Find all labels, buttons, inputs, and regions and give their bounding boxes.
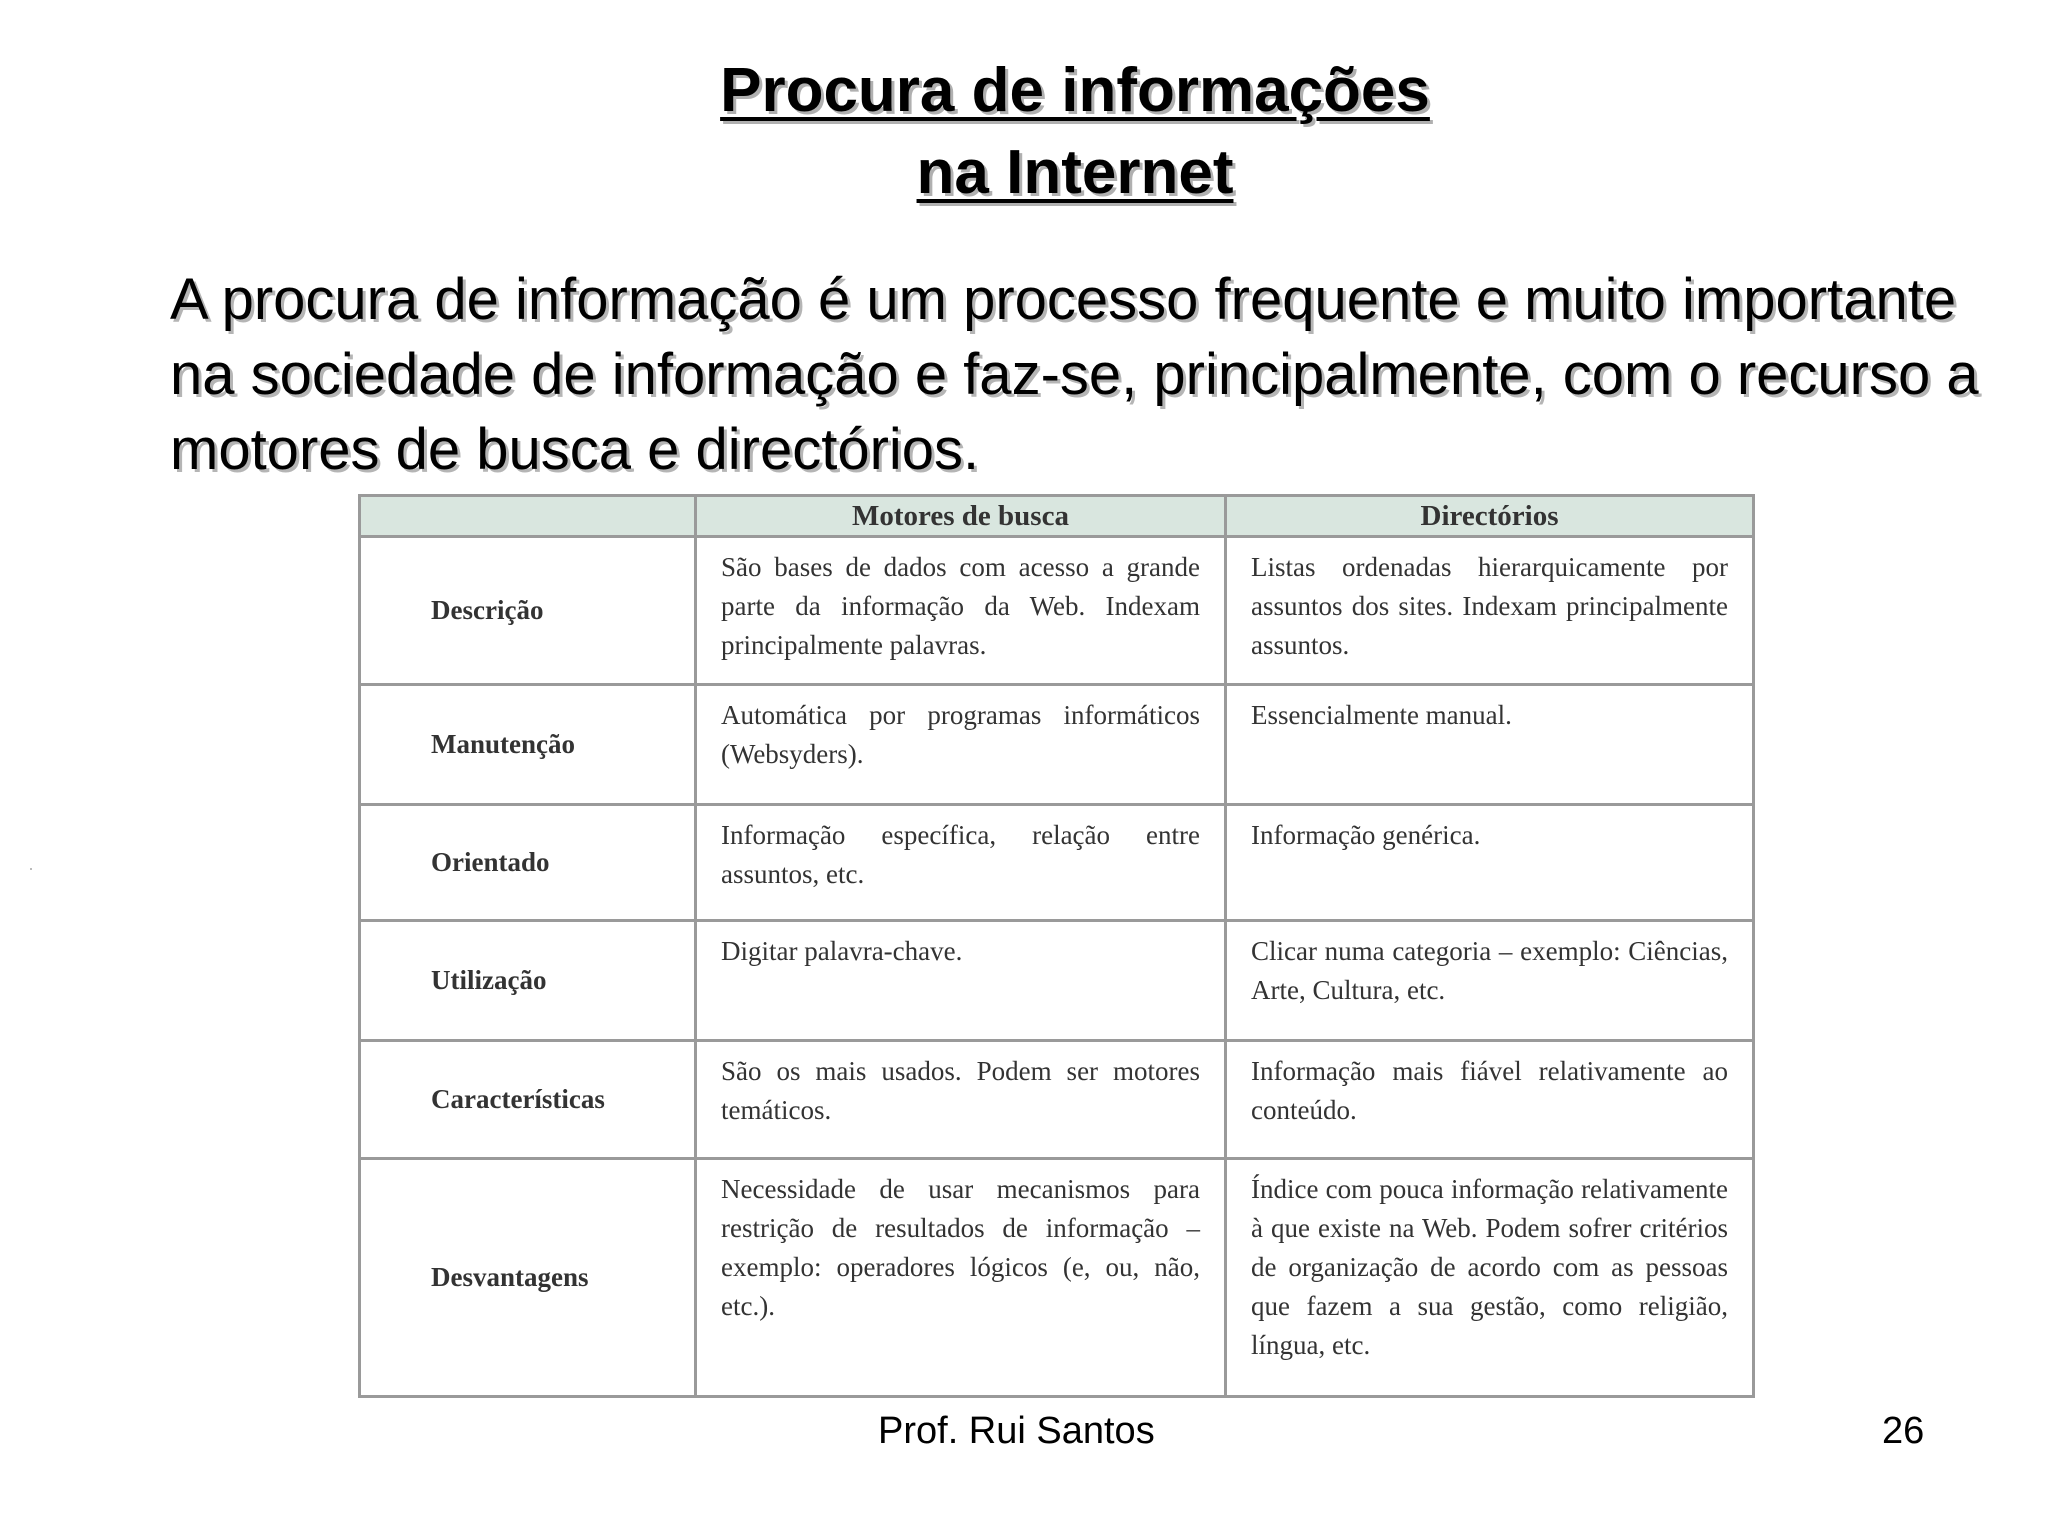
- header-motores-de-busca: Motores de busca: [696, 496, 1226, 537]
- row-label-desvantagens: Desvantagens: [360, 1159, 696, 1397]
- slide-title: [600, 50, 1550, 214]
- cell-directorios-descricao: Listas ordenadas hierarquicamente por assuntos dos sites. Indexam principalmente assuntos.: [1226, 537, 1754, 685]
- cell-directorios-orientado: Informação genérica.: [1226, 805, 1754, 921]
- cell-directorios-utilizacao: Clicar numa categoria – exemplo: Ciências, Arte, Cultura, etc.: [1226, 921, 1754, 1041]
- cell-motores-orientado: Informação específica, relação entre assuntos, etc.: [696, 805, 1226, 921]
- header-empty: [360, 496, 696, 537]
- slide-title-line-1: Procura de informações: [720, 56, 1430, 125]
- table-row: [360, 805, 1754, 921]
- table-row: [360, 1041, 1754, 1159]
- intro-paragraph: A procura de informação é um processo frequente e muito importante na sociedade de informação e faz-se, principalmente, com o recurso a motores de busca e directórios.: [170, 267, 1979, 482]
- cell-motores-manutencao: Automática por programas informáticos (Websyders).: [696, 685, 1226, 805]
- row-label-utilizacao: Utilização: [360, 921, 696, 1041]
- row-label-descricao: Descrição: [360, 537, 696, 685]
- cell-motores-caracteristicas: São os mais usados. Podem ser motores temáticos.: [696, 1041, 1226, 1159]
- table-row: [360, 685, 1754, 805]
- row-label-orientado: Orientado: [360, 805, 696, 921]
- header-directorios: Directórios: [1226, 496, 1754, 537]
- page-number: 26: [1882, 1410, 1925, 1452]
- cell-directorios-caracteristicas: Informação mais fiável relativamente ao conteúdo.: [1226, 1041, 1754, 1159]
- decorative-dot: [30, 868, 32, 870]
- table-header-row: [360, 496, 1754, 537]
- table-row: [360, 537, 1754, 685]
- cell-motores-desvantagens: Necessidade de usar mecanismos para restrição de resultados de informação – exemplo: operadores lógicos (e, ou, não, etc.).: [696, 1159, 1226, 1397]
- footer-presenter: Prof. Rui Santos: [878, 1410, 1155, 1452]
- cell-directorios-desvantagens: Índice com pouca informação relativamente à que existe na Web. Podem sofrer critérios de organização de acordo com as pessoas que fazem a sua gestão, como religião, língua, etc.: [1226, 1159, 1754, 1397]
- row-label-caracteristicas: Características: [360, 1041, 696, 1159]
- cell-motores-descricao: São bases de dados com acesso a grande parte da informação da Web. Indexam principalmente palavras.: [696, 537, 1226, 685]
- row-label-manutencao: Manutenção: [360, 685, 696, 805]
- table-row: [360, 1159, 1754, 1397]
- comparison-table: [358, 494, 1755, 1398]
- table-row: [360, 921, 1754, 1041]
- cell-directorios-manutencao: Essencialmente manual.: [1226, 685, 1754, 805]
- cell-motores-utilizacao: Digitar palavra-chave.: [696, 921, 1226, 1041]
- slide-title-line-2: na Internet: [916, 138, 1234, 207]
